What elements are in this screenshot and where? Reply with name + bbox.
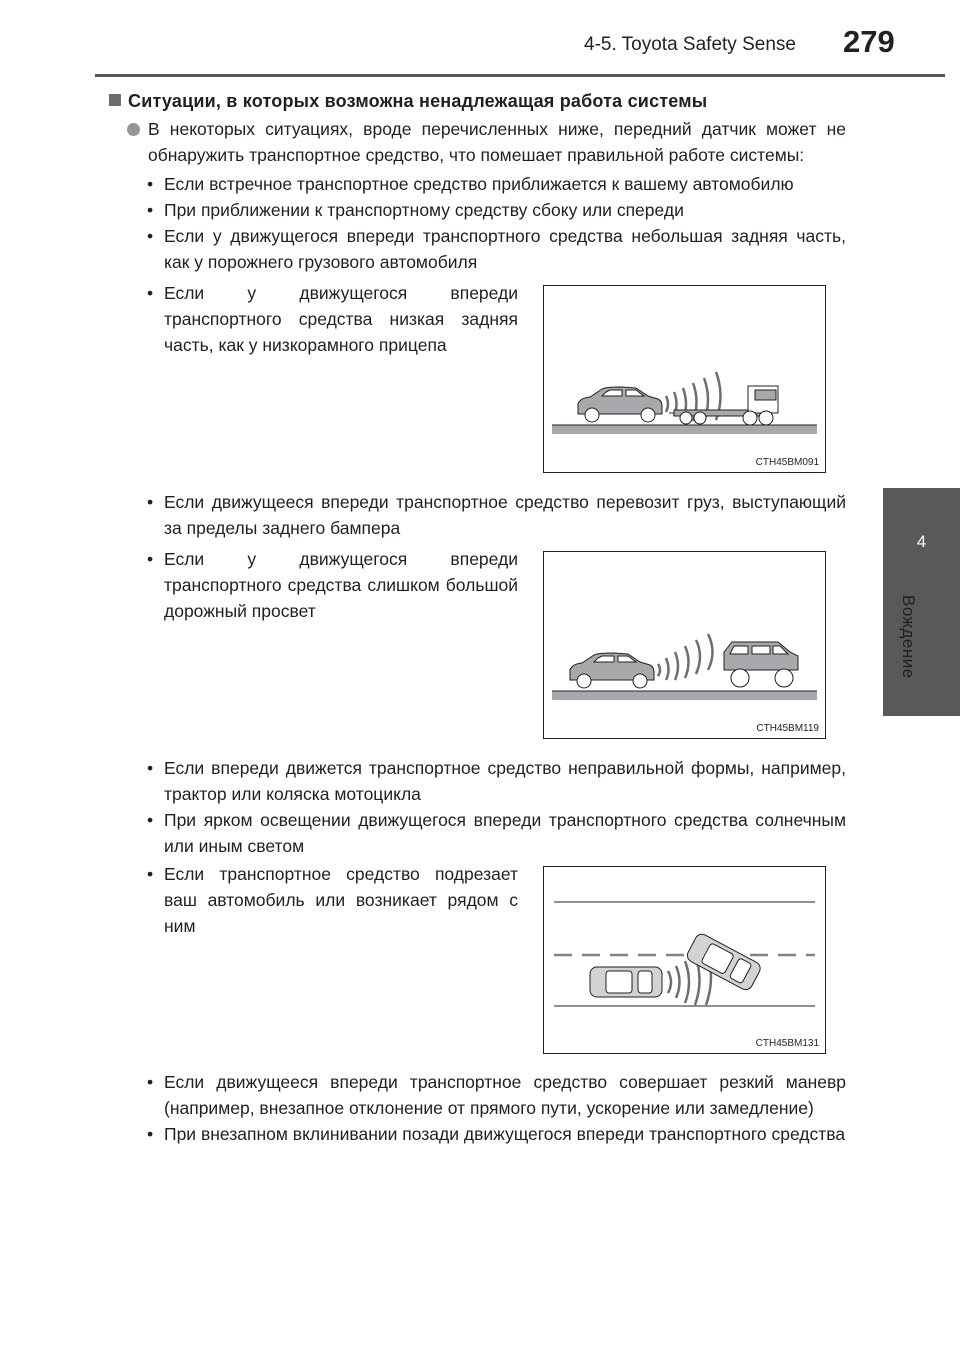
chapter-number: 4 [916,532,927,551]
list-item: • Если у движущегося впереди транспортного средства небольшая задняя часть, как у порожнего грузового автомобиля [146,223,846,275]
high-clearance-illustration [544,552,825,738]
fig1-text-block [146,280,518,358]
cut-in-car-icon [685,932,763,992]
list-item: • При ярком освещении движущегося впереди транспортного средства солнечным или иным светом [146,807,846,859]
intro-paragraph [127,116,846,168]
chapter-title: Вождение [899,595,918,679]
fig2-text-block [146,546,518,624]
list-item: • При приближении к транспортному средству сбоку или спереди [146,197,846,223]
fig3-text-block [146,861,518,939]
square-bullet-icon [109,94,121,106]
list-item: • Если у движущегося впереди транспортного средства слишком большой дорожный просвет [146,546,518,624]
bullet-list-1 [146,171,846,275]
circle-bullet-icon [127,123,140,136]
chapter-tab[interactable] [883,488,960,716]
list-item: • Если встречное транспортное средство приближается к вашему автомобилю [146,171,846,197]
low-trailer-illustration [544,286,825,472]
header-divider [95,74,945,77]
list-item: • Если у движущегося впереди транспортного средства низкая задняя часть, как у низкорамного прицепа [146,280,518,358]
figure-cut-in [543,866,826,1054]
list-item: • Если впереди движется транспортное средство неправильной формы, например, трактор или коляска мотоцикла [146,755,846,807]
bullet-list-2 [146,489,846,541]
figure-high-clearance [543,551,826,739]
figure-code: CTH45BM091 [755,457,819,468]
list-item: • При внезапном вклинивании позади движущегося впереди транспортного средства [146,1121,846,1147]
page-number: 279 [843,24,895,59]
road-surface [552,425,817,434]
suv-icon [724,642,798,687]
section-heading [109,91,707,112]
list-item: • Если движущееся впереди транспортное средство совершает резкий маневр (например, внезапное отклонение от прямого пути, ускорение или замедление) [146,1069,846,1121]
figure-code: CTH45BM131 [755,1038,819,1049]
bullet-list-3 [146,755,846,859]
own-car-icon [590,967,662,997]
section-heading-text: Ситуации, в которых возможна ненадлежащая работа системы [128,91,708,111]
figure-code: CTH45BM119 [756,723,819,734]
road-surface [552,691,817,700]
radar-waves-icon [658,634,713,680]
car-icon [570,653,654,688]
intro-text: В некоторых ситуациях, вроде перечисленных ниже, передний датчик может не обнаружить транспортное средство, что помешает правильной работе системы: [148,119,846,165]
section-title: 4-5. Toyota Safety Sense [584,34,796,55]
figure-low-trailer [543,285,826,473]
cut-in-illustration [544,867,825,1053]
bullet-list-4 [146,1069,846,1147]
list-item: • Если транспортное средство подрезает ваш автомобиль или возникает рядом с ним [146,861,518,939]
car-icon [578,387,662,422]
list-item: • Если движущееся впереди транспортное средство перевозит груз, выступающий за пределы заднего бампера [146,489,846,541]
